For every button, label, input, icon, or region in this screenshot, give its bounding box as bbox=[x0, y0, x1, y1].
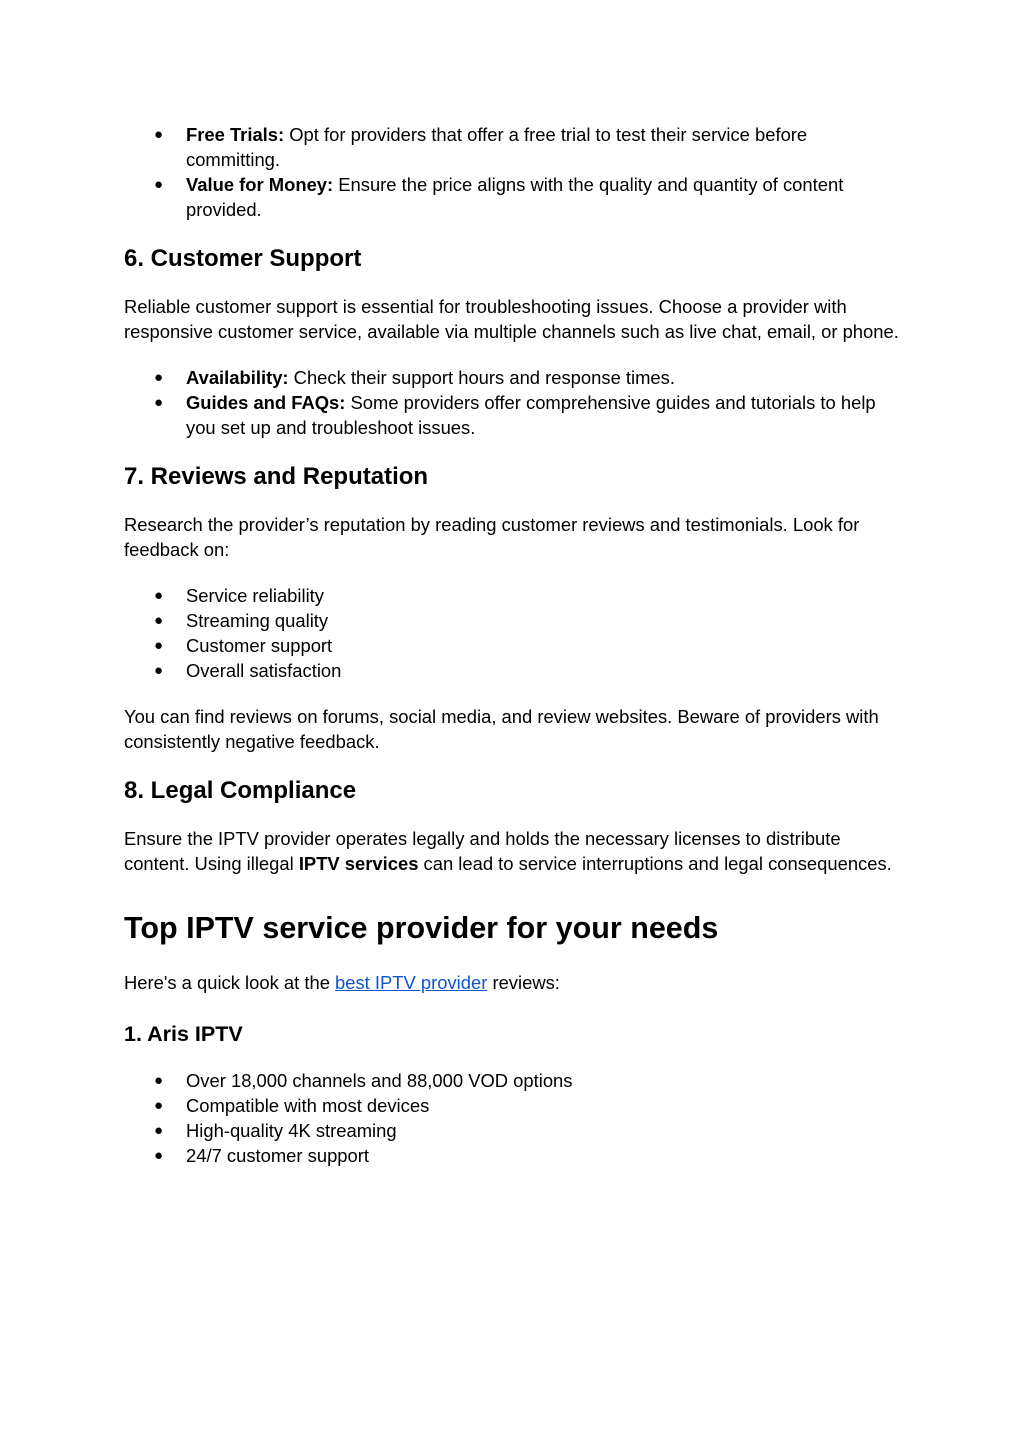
list-item-text: Over 18,000 channels and 88,000 VOD options bbox=[186, 1070, 573, 1091]
legal-paragraph bbox=[124, 826, 904, 876]
list-item-text: 24/7 customer support bbox=[186, 1145, 369, 1166]
list-item bbox=[124, 1118, 904, 1143]
list-item-text: Some providers offer comprehensive guides and tutorials to help you set up and troubleshoot issues. bbox=[186, 392, 876, 438]
list-item bbox=[124, 633, 904, 658]
list-item-text: Overall satisfaction bbox=[186, 660, 342, 681]
pricing-tips-list bbox=[124, 122, 904, 222]
legal-text-bold: IPTV services bbox=[298, 853, 419, 874]
document-content bbox=[124, 122, 904, 1168]
bullet-icon: ● bbox=[154, 637, 164, 654]
bullet-icon: ● bbox=[154, 1147, 164, 1164]
list-item-text: Check their support hours and response times. bbox=[288, 367, 675, 388]
list-item-text: Service reliability bbox=[186, 585, 324, 606]
bullet-icon: ● bbox=[154, 176, 164, 193]
legal-text-after: can lead to service interruptions and legal consequences. bbox=[418, 853, 892, 874]
customer-support-paragraph: Reliable customer support is essential for troubleshooting issues. Choose a provider with responsive customer service, available via multiple channels such as live chat, email, or phone. bbox=[124, 296, 899, 342]
list-item bbox=[124, 122, 904, 172]
list-item bbox=[124, 583, 904, 608]
intro-text-before: Here's a quick look at the bbox=[124, 972, 336, 993]
bullet-icon: ● bbox=[154, 1072, 164, 1089]
list-item-text: Opt for providers that offer a free trial to test their service before committing. bbox=[186, 124, 808, 170]
intro-text-after: reviews: bbox=[487, 972, 560, 993]
list-item-label: Value for Money: bbox=[186, 174, 334, 195]
list-item bbox=[124, 1068, 904, 1093]
list-item-text: High-quality 4K streaming bbox=[186, 1120, 397, 1141]
aris-features-list bbox=[124, 1068, 904, 1168]
best-iptv-provider-link[interactable]: best IPTV provider bbox=[335, 972, 488, 993]
list-item-text: Ensure the price aligns with the quality and quantity of content provided. bbox=[186, 174, 844, 220]
list-item bbox=[124, 390, 904, 440]
list-item bbox=[124, 1093, 904, 1118]
list-item-text: Streaming quality bbox=[186, 610, 329, 631]
bullet-icon: ● bbox=[154, 369, 164, 386]
list-item bbox=[124, 608, 904, 633]
list-item bbox=[124, 172, 904, 222]
bullet-icon: ● bbox=[154, 394, 164, 411]
section-heading-customer-support: 6. Customer Support bbox=[124, 245, 362, 272]
bullet-icon: ● bbox=[154, 126, 164, 143]
reviews-list bbox=[124, 583, 904, 683]
bullet-icon: ● bbox=[154, 1097, 164, 1114]
bullet-icon: ● bbox=[154, 662, 164, 679]
bullet-icon: ● bbox=[154, 1122, 164, 1139]
list-item-text: Compatible with most devices bbox=[186, 1095, 430, 1116]
list-item-label: Free Trials: bbox=[186, 124, 285, 145]
list-item-label: Guides and FAQs: bbox=[186, 392, 346, 413]
section-heading-legal: 8. Legal Compliance bbox=[124, 777, 357, 804]
list-item bbox=[124, 1143, 904, 1168]
list-item-text: Customer support bbox=[186, 635, 333, 656]
section-heading-reviews: 7. Reviews and Reputation bbox=[124, 463, 429, 490]
list-item-label: Availability: bbox=[186, 367, 289, 388]
bullet-icon: ● bbox=[154, 612, 164, 629]
reviews-paragraph: Research the provider’s reputation by reading customer reviews and testimonials. Look for feedback on: bbox=[124, 514, 860, 560]
customer-support-list bbox=[124, 365, 904, 440]
list-item bbox=[124, 658, 904, 683]
reviews-paragraph-2: You can find reviews on forums, social media, and review websites. Beware of providers with consistently negative feedback. bbox=[124, 706, 879, 752]
section-title-top-providers: Top IPTV service provider for your needs bbox=[124, 911, 719, 945]
list-item bbox=[124, 365, 904, 390]
bullet-icon: ● bbox=[154, 587, 164, 604]
provider-heading-aris: 1. Aris IPTV bbox=[124, 1022, 243, 1046]
legal-text-before: Ensure the IPTV provider operates legally and holds the necessary licenses to distribute content. Using illegal bbox=[124, 828, 841, 874]
top-providers-intro bbox=[124, 970, 904, 995]
